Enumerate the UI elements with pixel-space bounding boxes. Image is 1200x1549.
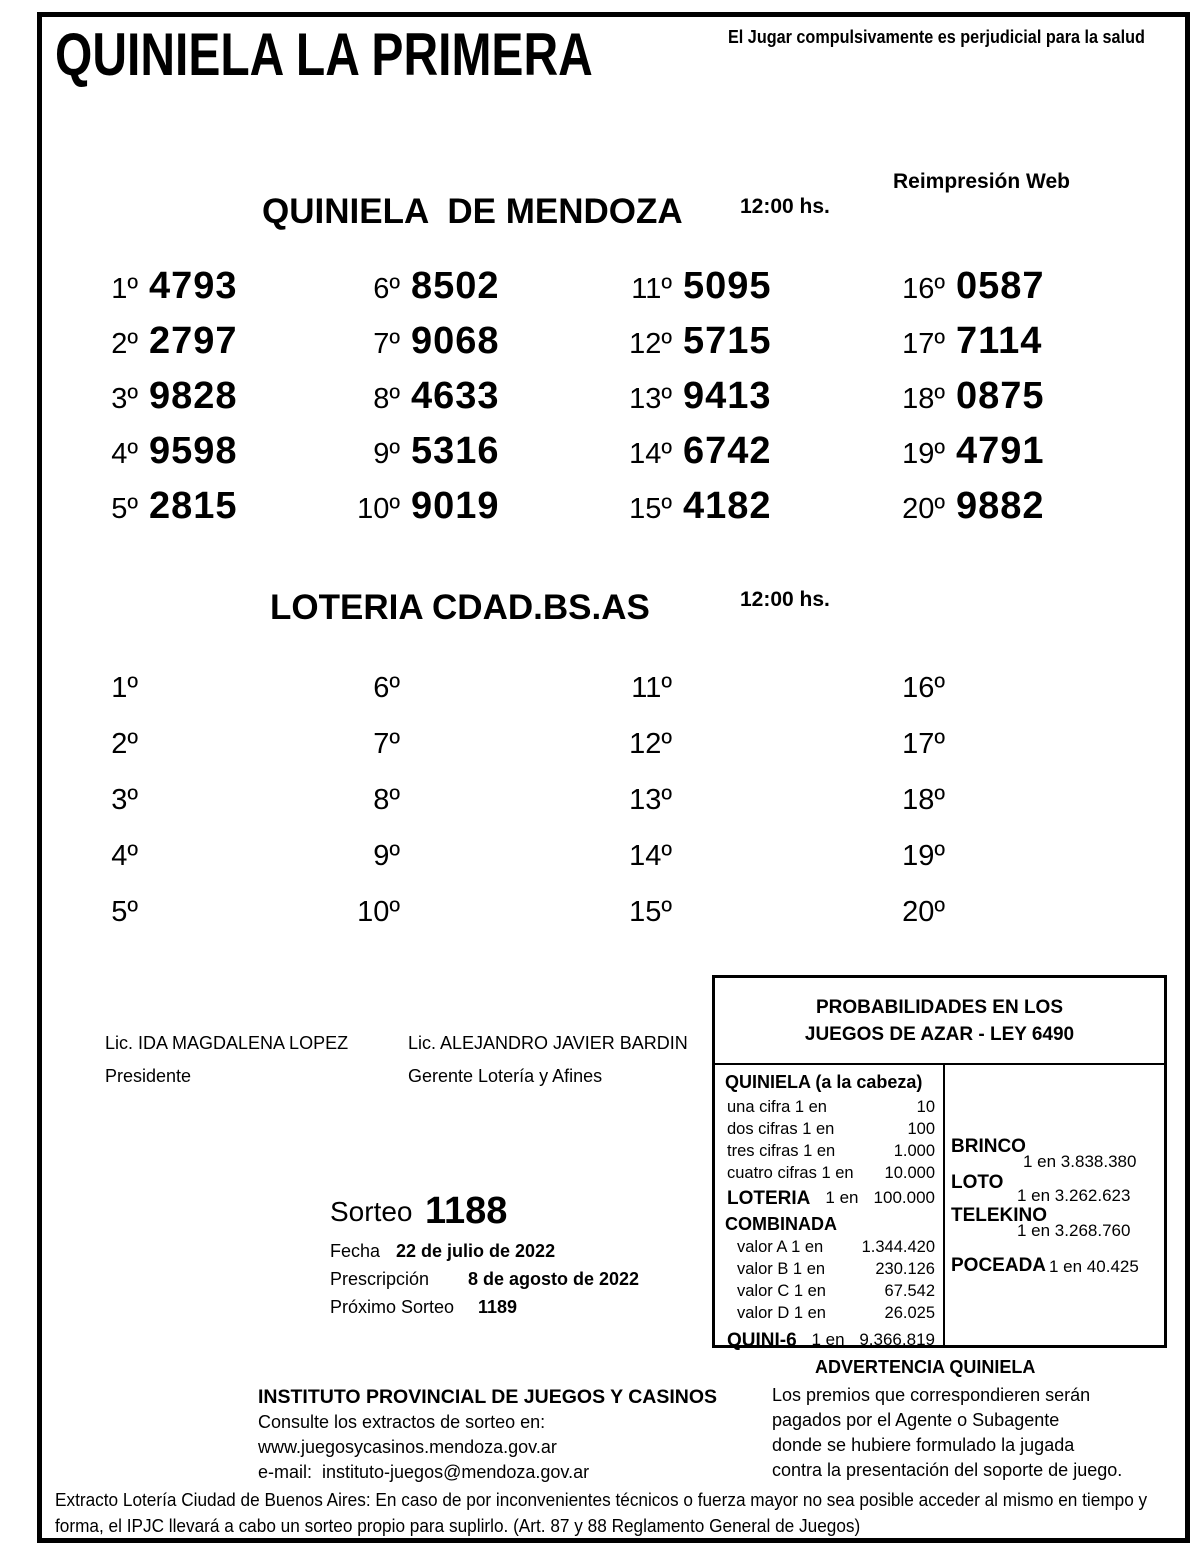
combinada-heading: COMBINADA <box>725 1214 837 1234</box>
probabilities-title-line2: JUEGOS DE AZAR - LEY 6490 <box>804 1024 1075 1045</box>
prob-label: dos cifras 1 en <box>727 1120 835 1138</box>
prob-label: QUINI-6 <box>727 1330 797 1351</box>
prob-mid: 1 en <box>825 1188 859 1207</box>
result-number: 6742 <box>683 430 772 472</box>
mendoza-section-title: QUINIELA DE MENDOZA <box>262 192 683 231</box>
loteria-row <box>96 672 138 728</box>
result-row <box>610 320 772 375</box>
result-number: 5316 <box>411 430 500 472</box>
result-position: 6º <box>373 273 400 305</box>
loteria-position: 17º <box>902 728 945 760</box>
result-number: 9882 <box>956 485 1045 527</box>
result-row <box>348 265 500 320</box>
loteria-section-title: LOTERIA CDAD.BS.AS <box>270 588 650 627</box>
prob-label: valor B 1 en <box>737 1260 826 1278</box>
result-number: 9413 <box>683 375 772 417</box>
loteria-row <box>610 672 672 728</box>
result-row <box>610 375 772 430</box>
result-position: 9º <box>373 438 400 470</box>
result-number: 5715 <box>683 320 772 362</box>
fecha-label: Fecha <box>330 1241 381 1261</box>
loto-value: 1 en 3.262.623 <box>1017 1186 1131 1205</box>
prob-row <box>737 1238 935 1257</box>
prob-label: cuatro cifras 1 en <box>727 1164 854 1182</box>
prob-value: 1.344.420 <box>861 1238 935 1256</box>
prob-value: 100.000 <box>873 1188 935 1207</box>
result-row <box>883 485 1045 540</box>
result-row <box>96 375 238 430</box>
prob-value: 26.025 <box>884 1304 935 1322</box>
result-row <box>883 430 1045 485</box>
loteria-position: 11º <box>631 672 672 704</box>
result-position: 11º <box>631 273 672 305</box>
poceada-label: POCEADA <box>951 1255 1047 1276</box>
proximo-sorteo-value: 1189 <box>478 1297 518 1317</box>
instituto-email: e-mail: instituto-juegos@mendoza.gov.ar <box>258 1462 590 1482</box>
probabilities-title-line1: PROBABILIDADES EN LOS <box>815 997 1064 1018</box>
loteria-row <box>610 728 672 784</box>
reprint-web-label: Reimpresión Web <box>893 170 1070 193</box>
result-row <box>610 430 772 485</box>
prob-value: 67.542 <box>884 1282 935 1300</box>
probabilities-box <box>712 975 1167 1351</box>
loto-label: LOTO <box>951 1172 1004 1193</box>
quini6-prob-row <box>727 1330 935 1352</box>
loteria-row <box>96 840 138 896</box>
footer-note-line2: forma, el IPJC llevará a cabo un sorteo propio para suplirlo. (Art. 87 y 88 Reglamento General de Juegos) <box>55 1515 861 1536</box>
result-number: 2797 <box>149 320 238 362</box>
result-position: 12º <box>629 328 672 360</box>
loteria-column-2 <box>348 672 400 952</box>
advertencia-line: donde se hubiere formulado la jugada <box>772 1435 1075 1455</box>
prob-row <box>727 1098 935 1117</box>
advertencia-line: Los premios que correspondieren serán <box>772 1385 1091 1405</box>
loteria-row <box>96 728 138 784</box>
loteria-row <box>610 840 672 896</box>
sorteo-number: 1188 <box>425 1190 508 1232</box>
prob-label: una cifra 1 en <box>727 1098 827 1116</box>
loteria-row <box>348 672 400 728</box>
prob-row <box>737 1282 935 1301</box>
mendoza-results-column-3 <box>610 265 772 540</box>
instituto-title: INSTITUTO PROVINCIAL DE JUEGOS Y CASINOS <box>258 1386 718 1408</box>
result-row <box>96 320 238 375</box>
loteria-position: 5º <box>111 896 138 928</box>
loteria-position: 15º <box>629 896 672 928</box>
result-position: 13º <box>629 383 672 415</box>
proximo-sorteo-label: Próximo Sorteo <box>330 1297 455 1317</box>
loteria-position: 18º <box>902 784 945 816</box>
prob-value: 1.000 <box>893 1142 935 1160</box>
brinco-label: BRINCO <box>951 1136 1026 1157</box>
result-row <box>348 485 500 540</box>
prob-value: 10.000 <box>884 1164 935 1182</box>
loteria-row <box>610 784 672 840</box>
prescripcion-value: 8 de agosto de 2022 <box>468 1269 640 1289</box>
result-position: 16º <box>902 273 945 305</box>
signature-role: Presidente <box>105 1066 192 1086</box>
mendoza-results-column-4 <box>883 265 1045 540</box>
result-position: 4º <box>111 438 138 470</box>
prob-label: valor A 1 en <box>737 1238 824 1256</box>
loteria-row <box>883 784 945 840</box>
instituto-website: www.juegosycasinos.mendoza.gov.ar <box>258 1437 557 1457</box>
loteria-column-1 <box>96 672 138 952</box>
mendoza-results-column-2 <box>348 265 500 540</box>
result-number: 4793 <box>149 265 238 307</box>
prob-value: 9.366.819 <box>859 1330 935 1349</box>
result-number: 0875 <box>956 375 1045 417</box>
advertencia-line: pagados por el Agente o Subagente <box>772 1410 1060 1430</box>
result-number: 4633 <box>411 375 500 417</box>
result-number: 0587 <box>956 265 1045 307</box>
loteria-row <box>883 672 945 728</box>
result-number: 9019 <box>411 485 500 527</box>
result-row <box>610 485 772 540</box>
result-row <box>96 485 238 540</box>
loteria-position: 10º <box>357 896 400 928</box>
result-row <box>348 375 500 430</box>
loteria-position: 12º <box>629 728 672 760</box>
prob-row <box>737 1260 935 1279</box>
result-number: 7114 <box>956 320 1043 362</box>
loteria-position: 7º <box>373 728 400 760</box>
result-row <box>348 320 500 375</box>
loteria-position: 2º <box>111 728 138 760</box>
loteria-row <box>348 840 400 896</box>
result-position: 3º <box>111 383 138 415</box>
result-row <box>348 430 500 485</box>
instituto-consulte-line: Consulte los extractos de sorteo en: <box>258 1412 546 1432</box>
loteria-position: 20º <box>902 896 945 928</box>
health-warning: El Jugar compulsivamente es perjudicial para la salud <box>728 27 1145 47</box>
result-number: 8502 <box>411 265 500 307</box>
loteria-row <box>883 840 945 896</box>
loteria-row <box>883 728 945 784</box>
signature-name: Lic. IDA MAGDALENA LOPEZ <box>105 1033 349 1053</box>
quiniela-prob-heading: QUINIELA (a la cabeza) <box>725 1072 923 1092</box>
loteria-position: 6º <box>373 672 400 704</box>
signature-name: Lic. ALEJANDRO JAVIER BARDIN <box>408 1033 688 1053</box>
fecha-value: 22 de julio de 2022 <box>396 1241 556 1261</box>
loteria-draw-time: 12:00 hs. <box>740 588 830 611</box>
result-position: 8º <box>373 383 400 415</box>
probabilities-title <box>715 978 1164 1065</box>
loteria-row <box>610 896 672 952</box>
loteria-prob-row <box>727 1188 935 1210</box>
result-row <box>883 375 1045 430</box>
loteria-column-4 <box>883 672 945 952</box>
prob-value: 10 <box>916 1098 935 1116</box>
loteria-row <box>96 896 138 952</box>
result-number: 4182 <box>683 485 772 527</box>
result-position: 14º <box>629 438 672 470</box>
prob-row <box>727 1142 935 1161</box>
result-position: 18º <box>902 383 945 415</box>
result-number: 9598 <box>149 430 238 472</box>
result-row <box>883 265 1045 320</box>
prob-row <box>737 1304 935 1323</box>
mendoza-results-column-1 <box>96 265 238 540</box>
telekino-value: 1 en 3.268.760 <box>1017 1221 1131 1240</box>
result-row <box>96 265 238 320</box>
prob-value: 100 <box>907 1120 935 1138</box>
loteria-position: 14º <box>629 840 672 872</box>
result-number: 9828 <box>149 375 238 417</box>
mendoza-draw-time: 12:00 hs. <box>740 195 830 218</box>
result-row <box>883 320 1045 375</box>
prob-mid: 1 en <box>811 1330 845 1349</box>
result-row <box>610 265 772 320</box>
loteria-position: 4º <box>111 840 138 872</box>
telekino-label: TELEKINO <box>951 1205 1048 1226</box>
prob-row <box>727 1120 935 1139</box>
sorteo-label: Sorteo <box>330 1196 413 1227</box>
result-position: 10º <box>357 493 400 525</box>
poceada-value: 1 en 40.425 <box>1049 1257 1139 1276</box>
column-divider <box>943 1065 945 1345</box>
loteria-column-3 <box>610 672 672 952</box>
result-position: 17º <box>902 328 945 360</box>
loteria-position: 9º <box>373 840 400 872</box>
result-position: 15º <box>629 493 672 525</box>
prob-label: valor C 1 en <box>737 1282 826 1300</box>
result-position: 1º <box>111 273 138 305</box>
prob-value: 230.126 <box>875 1260 935 1278</box>
loteria-row <box>348 896 400 952</box>
prob-label: LOTERIA <box>727 1188 811 1209</box>
result-position: 2º <box>111 328 138 360</box>
prob-label: tres cifras 1 en <box>727 1142 836 1160</box>
loteria-row <box>96 784 138 840</box>
result-position: 7º <box>373 328 400 360</box>
advertencia-line: contra la presentación del soporte de juego. <box>772 1460 1123 1480</box>
loteria-position: 19º <box>902 840 945 872</box>
result-number: 9068 <box>411 320 500 362</box>
result-number: 4791 <box>956 430 1045 472</box>
loteria-row <box>348 728 400 784</box>
loteria-position: 8º <box>373 784 400 816</box>
loteria-position: 16º <box>902 672 945 704</box>
result-number: 2815 <box>149 485 238 527</box>
prob-label: valor D 1 en <box>737 1304 826 1322</box>
result-row <box>96 430 238 485</box>
loteria-position: 3º <box>111 784 138 816</box>
loteria-position: 1º <box>111 672 138 704</box>
loteria-position: 13º <box>629 784 672 816</box>
loteria-row <box>883 896 945 952</box>
result-number: 5095 <box>683 265 772 307</box>
result-position: 20º <box>902 493 945 525</box>
prescripcion-label: Prescripción <box>330 1269 430 1289</box>
footer-note-line1: Extracto Lotería Ciudad de Buenos Aires: En caso de por inconvenientes técnicos o fuerza mayor no sea posible acceder al mismo en tiempo y <box>55 1489 1148 1510</box>
result-position: 19º <box>902 438 945 470</box>
advertencia-title: ADVERTENCIA QUINIELA <box>815 1357 1036 1377</box>
signature-role: Gerente Lotería y Afines <box>408 1066 603 1086</box>
loteria-row <box>348 784 400 840</box>
result-position: 5º <box>111 493 138 525</box>
brinco-value: 1 en 3.838.380 <box>1023 1152 1137 1171</box>
prob-row <box>727 1164 935 1183</box>
doc-title: QUINIELA LA PRIMERA <box>55 21 593 88</box>
